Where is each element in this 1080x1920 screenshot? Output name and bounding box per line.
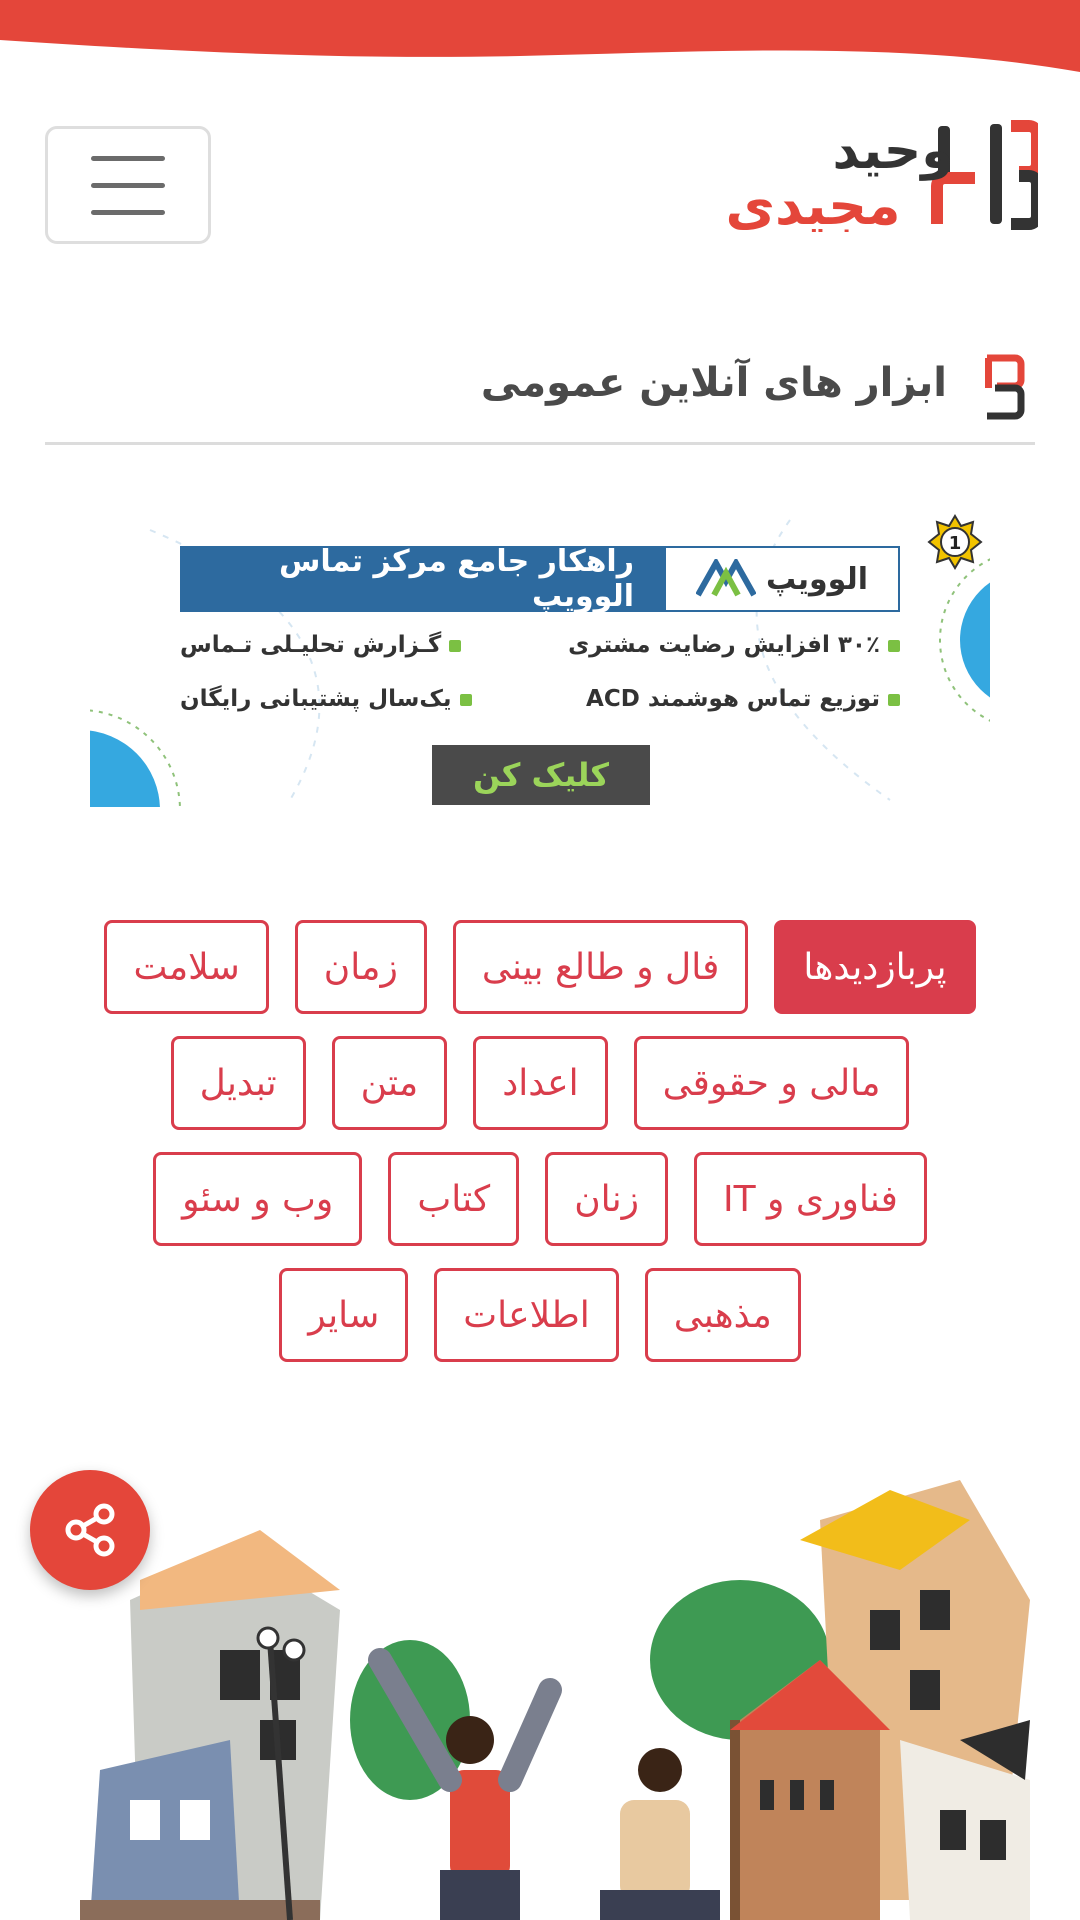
- category-button[interactable]: مذهبی: [645, 1268, 801, 1362]
- ad-brand-box: [664, 546, 900, 612]
- section-header: [45, 340, 1035, 445]
- category-button[interactable]: زنان: [545, 1152, 668, 1246]
- category-button[interactable]: اعداد: [473, 1036, 607, 1130]
- site-logo[interactable]: [693, 118, 1038, 232]
- category-button[interactable]: تبدیل: [171, 1036, 306, 1130]
- top-wave-decoration: [0, 0, 1080, 80]
- category-button[interactable]: فناوری و IT: [694, 1152, 927, 1246]
- ad-headline: راهکار جامع مرکز تماس الوویپ: [180, 546, 664, 612]
- svg-text:1: 1: [948, 533, 962, 554]
- share-button[interactable]: [30, 1470, 150, 1590]
- category-button[interactable]: اطلاعات: [434, 1268, 618, 1362]
- section-title: ابزار های آنلاین عمومی: [480, 360, 947, 406]
- hamburger-menu-button[interactable]: [45, 126, 211, 244]
- logo-text-bottom: مجیدی: [725, 174, 901, 232]
- logo-graphic: [693, 118, 1038, 232]
- ad-badge-icon: [927, 514, 983, 570]
- category-button[interactable]: فال و طالع بینی: [453, 920, 749, 1014]
- article-illustration: [40, 1480, 1040, 1920]
- ad-feature-4: یک‌سال پشتیبانی رایگان: [180, 686, 472, 712]
- category-list: [80, 920, 1000, 1362]
- ad-banner[interactable]: [90, 510, 990, 807]
- category-button[interactable]: زمان: [295, 920, 427, 1014]
- ad-brand-name: الوویپ: [765, 561, 869, 597]
- category-button[interactable]: کتاب: [388, 1152, 519, 1246]
- category-button[interactable]: سایر: [279, 1268, 408, 1362]
- category-button[interactable]: وب و سئو: [153, 1152, 362, 1246]
- ad-feature-2: گـزارش تحلیـلی تـماس: [180, 632, 461, 658]
- ad-cta-button[interactable]: کلیک کن: [432, 745, 650, 805]
- ad-brand-logo-icon: [696, 559, 756, 599]
- category-button[interactable]: سلامت: [104, 920, 268, 1014]
- ad-feature-3: توزیع تماس هوشمند ACD: [586, 686, 900, 712]
- share-icon: [60, 1500, 120, 1560]
- ad-feature-1: ۳۰٪ افزایش رضایت مشتری: [568, 632, 900, 658]
- logo-mark-icon: [981, 354, 1025, 420]
- ad-headline-bar: [180, 546, 900, 612]
- logo-text-top: وحید: [832, 121, 954, 181]
- category-button[interactable]: پربازدیدها: [774, 920, 975, 1014]
- category-button[interactable]: مالی و حقوقی: [634, 1036, 910, 1130]
- hamburger-icon: [91, 156, 165, 161]
- category-button[interactable]: متن: [332, 1036, 448, 1130]
